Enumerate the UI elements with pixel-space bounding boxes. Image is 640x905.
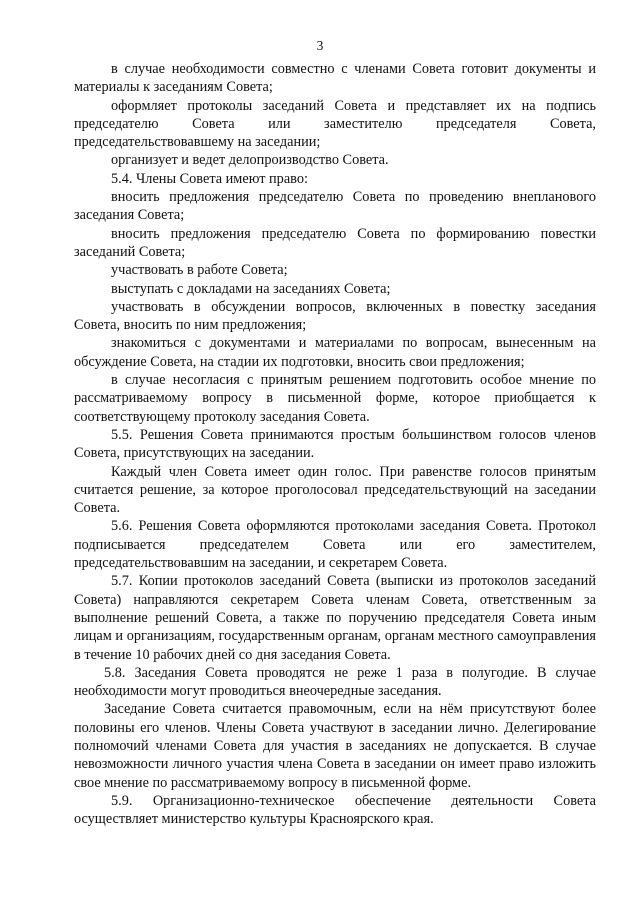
paragraph: участвовать в работе Совета; <box>111 262 288 279</box>
paragraph: участвовать в обсуждении вопросов, включенных в повестку заседания Совета, вносить по ним предложения; <box>74 298 596 334</box>
paragraph: в случае необходимости совместно с членами Совета готовит документы и материалы к заседаниям Совета; <box>74 61 596 96</box>
paragraph: Заседание Совета считается правомочным, если на нём присутствуют более половины его членов. Члены Совета участвуют в заседании лично. Делегирование полномочий членами Совета для участия в заседаниях не допускается. В случае невозможности личного участия члена Совета в заседании он имеет право изложить свое мнение по рассматриваемому вопросу в письменной форме. <box>74 701 596 791</box>
paragraph: вносить предложения председателю Совета по проведению внепланового заседания Совета; <box>74 189 596 224</box>
paragraph: знакомиться с документами и материалами по вопросам, вынесенным на обсуждение Совета, на стадии их подготовки, вносить свои предложения; <box>74 335 596 370</box>
paragraph: 5.8. Заседания Совета проводятся не реже 1 раза в полугодие. В случае необходимости могут проводиться внеочередные заседания. <box>74 664 596 700</box>
document-body <box>74 60 596 828</box>
paragraph: вносить предложения председателю Совета по формированию повестки заседаний Совета; <box>74 225 596 260</box>
paragraph: в случае несогласия с принятым решением подготовить особое мнение по рассматриваемому вопросу в письменной форме, которое приобщается к соответствующему протоколу заседания Совета. <box>74 372 596 425</box>
paragraph: 5.7. Копии протоколов заседаний Совета (выписки из протоколов заседаний Совета) направляются секретарем Совета членам Совета, ответственным за выполнение решений Совета, а также по поручению председателя Совета иным лицам и организациям, государственным органам, органам местного самоуправления в течение 10 рабочих дней со дня заседания Совета. <box>74 573 596 663</box>
paragraph: оформляет протоколы заседаний Совета и представляет их на подпись председателю Совета или заместителю председателя Совета, председательствовавшему на заседании; <box>74 97 596 151</box>
page-number: 3 <box>316 38 324 53</box>
paragraph: 5.5. Решения Совета принимаются простым большинством голосов членов Совета, присутствующих на заседании. <box>74 426 596 462</box>
paragraph: организует и ведет делопроизводство Совета. <box>111 152 389 169</box>
paragraph: 5.6. Решения Совета оформляются протоколами заседания Совета. Протокол подписывается председателем Совета или его заместителем, председательствовавшим на заседании, и секретарем Совета. <box>74 518 596 572</box>
paragraph: выступать с докладами на заседаниях Совета; <box>111 280 391 297</box>
paragraph: 5.4. Члены Совета имеют право: <box>111 170 308 187</box>
paragraph: Каждый член Совета имеет один голос. При равенстве голосов принятым считается решение, за которое проголосовал председательствующий на заседании Совета. <box>74 463 596 517</box>
paragraph: 5.9. Организационно-техническое обеспечение деятельности Совета осуществляет министерство культуры Красноярского края. <box>74 792 596 828</box>
